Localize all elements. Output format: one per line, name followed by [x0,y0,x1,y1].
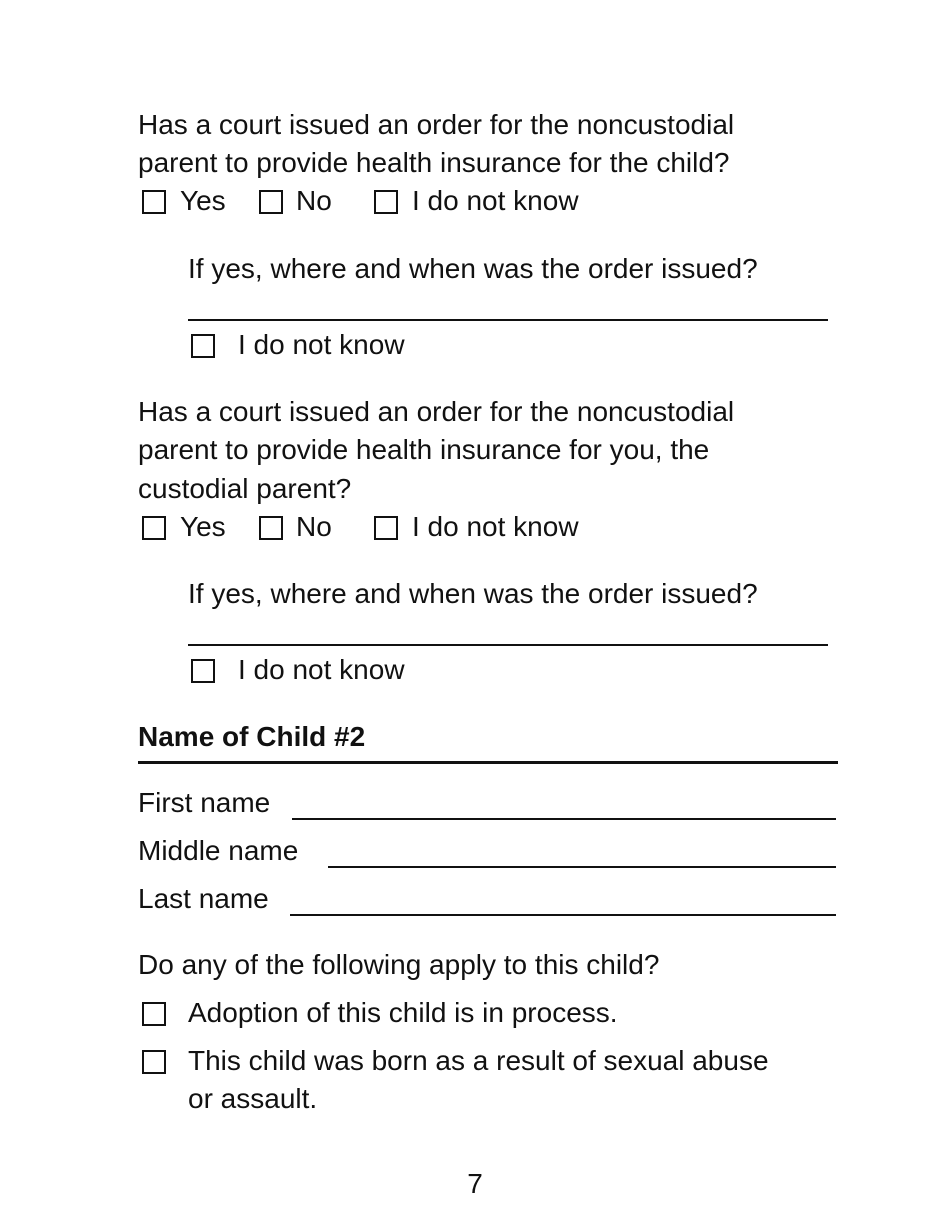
child-order-unknown-checkbox[interactable] [374,190,398,214]
question-child-insurance-order-line2: parent to provide health insurance for the child? [138,147,730,178]
last-name-label: Last name [138,883,269,914]
last-name-input[interactable] [290,888,836,916]
parent-order-yes-checkbox[interactable] [142,516,166,540]
child-order-no-label: No [296,185,332,216]
question-child-insurance-order-line1: Has a court issued an order for the noncustodial [138,109,735,140]
page-number: 7 [467,1168,483,1199]
parent-order-unknown-checkbox[interactable] [374,516,398,540]
question-parent-insurance-order-line1: Has a court issued an order for the noncustodial [138,396,735,427]
question-parent-insurance-order-line2: parent to provide health insurance for you, the [138,434,710,465]
parent-order-followup-unknown-checkbox[interactable] [191,659,215,683]
child2-apply-question: Do any of the following apply to this child? [138,949,660,980]
sexual-abuse-checkbox[interactable] [142,1050,166,1074]
child2-heading: Name of Child #2 [138,721,366,752]
child-order-followup-unknown-checkbox[interactable] [191,334,215,358]
parent-order-where-when-input[interactable] [188,618,828,646]
parent-order-no-checkbox[interactable] [259,516,283,540]
first-name-input[interactable] [292,792,836,820]
sexual-abuse-label-line2: or assault. [188,1083,318,1114]
first-name-label: First name [138,787,271,818]
middle-name-input[interactable] [328,840,836,868]
adoption-in-process-checkbox[interactable] [142,1002,166,1026]
question-parent-insurance-order-line3: custodial parent? [138,473,352,504]
parent-order-no-label: No [296,511,332,542]
child-order-followup-unknown-label: I do not know [238,329,405,360]
parent-order-followup-question: If yes, where and when was the order issued? [188,578,758,609]
middle-name-label: Middle name [138,835,299,866]
child-order-followup-question: If yes, where and when was the order issued? [188,253,758,284]
adoption-in-process-label: Adoption of this child is in process. [188,997,618,1028]
child-order-no-checkbox[interactable] [259,190,283,214]
child-order-unknown-label: I do not know [412,185,579,216]
child2-heading-divider [138,761,838,764]
parent-order-yes-label: Yes [180,511,226,542]
child-order-yes-checkbox[interactable] [142,190,166,214]
child-order-yes-label: Yes [180,185,226,216]
child-order-where-when-input[interactable] [188,293,828,321]
parent-order-followup-unknown-label: I do not know [238,654,405,685]
parent-order-unknown-label: I do not know [412,511,579,542]
sexual-abuse-label-line1: This child was born as a result of sexual abuse [188,1045,769,1076]
